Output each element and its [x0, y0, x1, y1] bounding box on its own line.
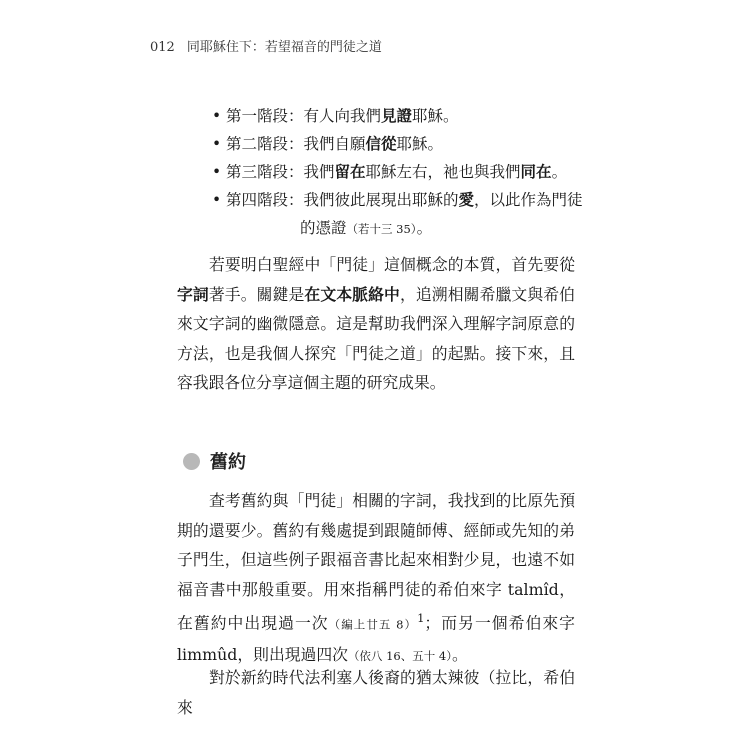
running-header: [150, 36, 382, 55]
stage-keyword: 同在: [520, 163, 552, 181]
stage-item-4-continuation: [212, 214, 583, 243]
paragraph-word-study: [177, 250, 575, 398]
paragraph-text: 。: [451, 644, 468, 664]
paragraph-rabbis: [177, 663, 575, 722]
paragraph-text: 著手。關鍵是: [208, 284, 305, 304]
paragraph-text: ；而另一個希伯來字 limmûd，則出現過四次: [177, 613, 575, 664]
scripture-reference: （編上廿五 8）: [328, 617, 418, 632]
section-title: 舊約: [210, 452, 246, 473]
stage-text: 耶穌左右，祂也與我們: [365, 163, 521, 181]
stage-keyword: 見證: [381, 107, 413, 125]
stage-text: 耶穌。: [396, 135, 444, 153]
paragraph-text: ，追溯相關希臘文與希伯來文字詞的幽微隱意。這是幫助我們深入理解字詞原意的方法，也是我個人探究「門徒之道」的起點。接下來，且容我跟各位分享這個主題的研究成果。: [177, 284, 575, 392]
stage-text: 。: [416, 219, 433, 237]
emphasis-text: 在文本脈絡中: [304, 284, 400, 304]
scripture-reference: （若十三 35）: [346, 222, 417, 236]
page-number: 012: [150, 40, 175, 55]
stage-item-1: [212, 102, 583, 130]
stage-keyword: 留在: [334, 163, 366, 181]
stage-text: 。: [551, 163, 568, 181]
emphasis-text: 字詞: [177, 284, 209, 304]
stage-text: 第三階段：我們: [226, 163, 335, 181]
stage-text: 第一階段：有人向我們: [226, 107, 382, 125]
scripture-reference: （依八 16、五十 4）: [347, 648, 452, 663]
stage-item-4: [212, 186, 583, 214]
paragraph-text: 查考舊約與「門徒」相關的字詞，我找到的比原先預期的還要少。舊約有幾處提到跟隨師傅、經師或先知的弟子門生，但這些例子跟福音書比起來相對少見，也遠不如福音書中那般重要。用來指稱門徒的希伯來字 talmîd，在舊約中出現過一次: [177, 491, 575, 633]
stage-text: 耶穌。: [412, 107, 459, 125]
book-title: 同耶穌住下：若望福音的門徒之道: [186, 40, 382, 55]
stage-text: 第四階段：我們彼此展現出耶穌的: [226, 191, 459, 209]
stage-item-2: [212, 130, 583, 158]
footnote-marker: 1: [417, 611, 425, 625]
stage-text: 的憑證: [300, 219, 347, 237]
stage-item-3: [212, 158, 583, 186]
paragraph-text: 若要明白聖經中「門徒」這個概念的本質，首先要從: [209, 255, 575, 274]
paragraph-old-testament: [177, 486, 575, 671]
stage-text: 第二階段：我們自願: [226, 135, 366, 153]
stage-list: [212, 102, 583, 243]
paragraph-text: 對於新約時代法利塞人後裔的猶太辣彼（拉比，希伯來: [177, 668, 575, 717]
section-heading: [183, 448, 246, 474]
stage-text: ，以此作為門徒: [474, 191, 583, 209]
stage-keyword: 愛: [458, 191, 475, 209]
stage-keyword: 信從: [365, 135, 397, 153]
bullet-dot-icon: [183, 453, 200, 470]
